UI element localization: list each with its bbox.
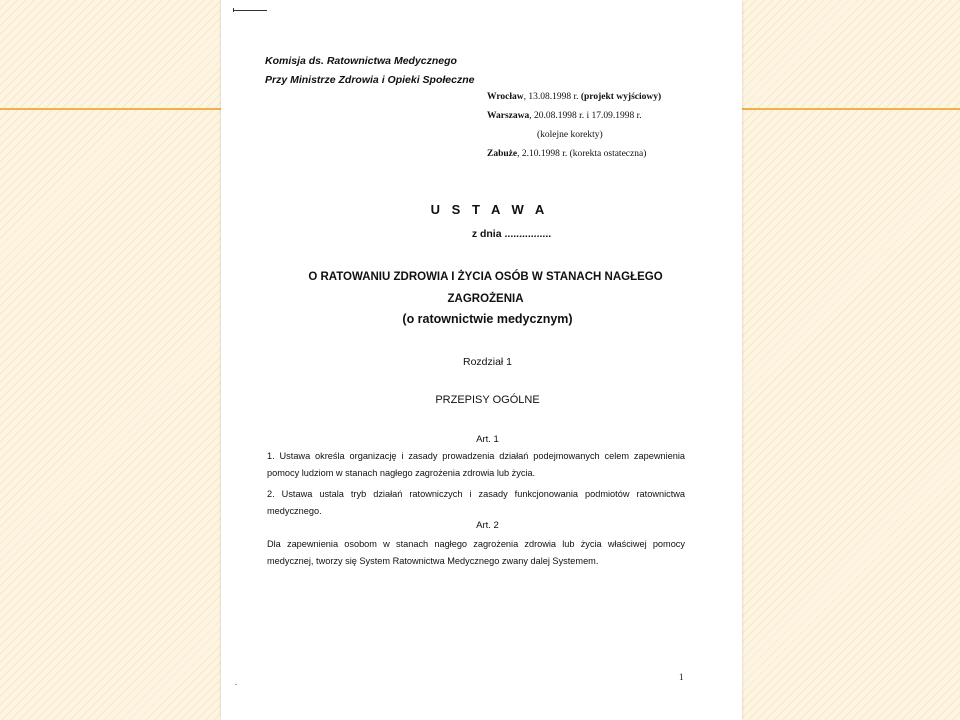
law-title [225,266,746,310]
date-text: , 13.08.1998 r. [523,92,581,102]
law-title-line-2: ZAGROŻENIA [447,293,524,305]
article-1-paragraph-1: 1. Ustawa określa organizację i zasady prowadzenia działań podejmowanych celem zapewnienia pomocy ludziom w stanach nagłego zagrożenia zdrowia lub życia. [267,451,685,478]
date-note: (projekt wyjściowy) [580,92,662,102]
enactment-date: z dnia ................ [471,228,552,240]
date-place: Wrocław [487,92,524,102]
date-text: (kolejne korekty) [537,130,603,140]
committee-line-2: Przy Ministrze Zdrowia i Opieki Społeczne [265,74,475,86]
date-place: Zabuże [487,149,518,159]
date-place: Warszawa [487,111,530,121]
committee-header [265,52,474,90]
date-text: , 20.08.1998 r. i 17.09.1998 r. [529,111,642,121]
law-title-line-1: O RATOWANIU ZDROWIA I ŻYCIA OSÓB W STANACH NAGŁEGO [308,271,663,283]
revision-dates [487,88,661,164]
scan-speck [235,684,237,685]
corner-mark [233,10,267,11]
decorative-rule-right [742,108,960,110]
law-subtitle: (o ratownictwie medycznym) [402,312,573,326]
document-title: U S T A W A [430,202,549,217]
date-line-zabuze [487,145,661,164]
chapter-title: PRZEPISY OGÓLNE [435,394,540,406]
date-line-warszawa [487,107,661,126]
chapter-label: Rozdział 1 [462,356,513,368]
date-line-corrections [487,126,661,145]
decorative-rule-left [0,108,221,110]
article-2-paragraph-1: Dla zapewnienia osobom w stanach nagłego zagrożenia zdrowia lub życia właściwej pomocy medycznej, tworzy się System Ratownictwa Medycznego zwany dalej Systemem. [267,539,685,566]
date-line-wroclaw [487,88,661,107]
document-page [221,0,742,720]
committee-line-1: Komisja ds. Ratownictwa Medycznego [265,55,457,67]
article-2-label: Art. 2 [476,520,499,531]
page-number: 1 [679,672,684,682]
article-1-paragraph-2: 2. Ustawa ustala tryb działań ratowniczych i zasady funkcjonowania podmiotów ratownictwa medycznego. [267,489,685,516]
article-1-label: Art. 1 [476,434,499,445]
date-text: , 2.10.1998 r. (korekta ostateczna) [517,149,647,159]
